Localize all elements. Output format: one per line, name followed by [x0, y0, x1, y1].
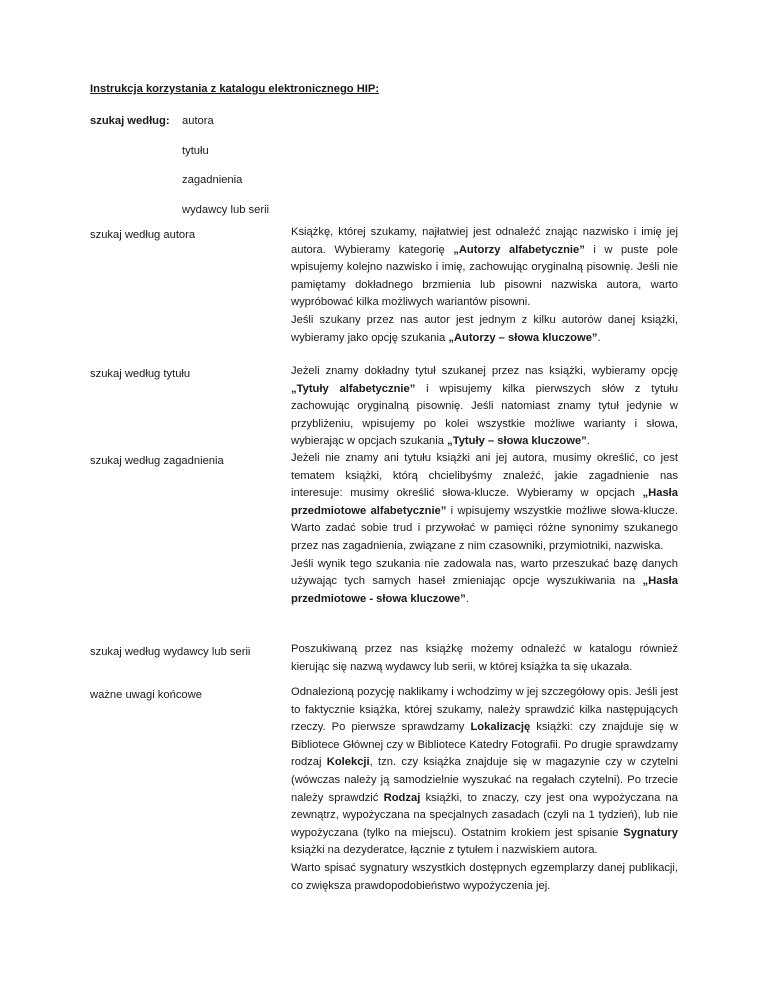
text-run: książki, to znaczy, czy jest ona wypożyczana na zewnątrz, wypożyczana na specjalnych zasadach (czyli na 1 tydzień), lub nie wypożyczana (tylko na miejscu). Ostatnim krokiem jest spisanie [291, 791, 678, 839]
bold-term: „Autorzy – słowa kluczowe” [448, 331, 598, 344]
section-text-publisher [291, 641, 678, 676]
text-run: Poszukiwaną przez nas książkę możemy odnaleźć w katalogu również kierując się nazwą wydawcy lub serii, w której książka ta się ukazała. [291, 643, 678, 673]
text-run: Jeśli wynik tego szukania nie zadowala nas, warto przeszukać bazę danych używając tych samych haseł zmieniając opcje wyszukiwania na [291, 557, 678, 588]
section-label-final-notes: ważne uwagi końcowe [90, 689, 202, 701]
bold-term: Kolekcji [326, 756, 370, 769]
bold-term: Sygnatury [623, 826, 678, 839]
section-paragraph [291, 363, 678, 451]
search-option-title: tytułu [182, 145, 209, 157]
text-run: . [586, 435, 590, 448]
text-run: Jeśli szukany przez nas autor jest jednym z kilku autorów danej książki, wybieramy jako opcję szukania [291, 313, 678, 344]
search-option-subject: zagadnienia [182, 174, 243, 186]
section-paragraph [291, 684, 678, 860]
bold-term: „Tytuły – słowa kluczowe” [447, 435, 587, 448]
section-paragraph [291, 556, 678, 609]
section-paragraph [291, 860, 678, 895]
section-text-final-notes [291, 684, 678, 895]
text-run: i w puste pole wpisujemy kolejno nazwisko i imię, zachowując oryginalną pisownię. Jeśli nie pamiętamy dokładnego brzmienia lub pisowni nazwiska autora, warto wypróbować kilka możliwych wariantów pisowni. [291, 243, 678, 309]
text-run: i wpisujemy wszystkie możliwe słowa-klucze. Warto zadać sobie trud i przywołać w pamięci różne synonimy szukanego przez nas zagadnienia, związane z nim czasowniki, przymiotniki, nazwiska. [291, 504, 678, 552]
page-title: Instrukcja korzystania z katalogu elektronicznego HIP: [90, 83, 380, 95]
text-run: książki na dezyderatce, łącznie z tytułem i nazwiskiem autora. [291, 844, 598, 857]
section-text-title [291, 363, 678, 451]
section-label-title: szukaj według tytułu [90, 368, 191, 380]
section-label-author: szukaj według autora [90, 229, 196, 241]
section-paragraph [291, 312, 678, 347]
section-label-publisher: szukaj według wydawcy lub serii [90, 646, 251, 658]
search-option-publisher: wydawcy lub serii [182, 204, 270, 216]
text-run: Książkę, której szukamy, najłatwiej jest odnaleźć znając nazwisko i imię jej autora. Wybieramy kategorię [291, 226, 678, 256]
text-run: Jeżeli znamy dokładny tytuł szukanej przez nas książki, wybieramy opcję [291, 365, 678, 377]
bold-term: „Hasła przedmiotowe - słowa kluczowe” [291, 575, 678, 605]
bold-term: „Autorzy alfabetycznie” [453, 243, 585, 256]
section-text-subject [291, 450, 678, 608]
section-paragraph [291, 641, 678, 676]
search-by-label: szukaj według: [90, 115, 170, 127]
text-run: , tzn. czy książka znajduje się w magazynie czy w czytelni (wówczas należy ją samodzielnie wyszukać na regałach czytelni). Po trzecie należy sprawdzić [291, 756, 678, 804]
text-run: książki: czy znajduje się w Bibliotece Głównej czy w Bibliotece Katedry Fotografii. Po drugie sprawdzamy rodzaj [291, 721, 678, 769]
text-run: Warto spisać sygnatury wszystkich dostępnych egzemplarzy danej publikacji, co zwiększa prawdopodobieństwo wypożyczenia jej. [291, 861, 678, 892]
section-paragraph [291, 224, 678, 312]
section-text-author [291, 224, 678, 347]
section-paragraph [291, 450, 678, 556]
bold-term: „Hasła przedmiotowe alfabetycznie” [291, 487, 678, 517]
bold-term: „Tytuły alfabetycznie” [291, 382, 416, 395]
section-label-subject: szukaj według zagadnienia [90, 455, 224, 467]
text-run: . [465, 592, 469, 605]
text-run: Odnalezioną pozycję naklikamy i wchodzimy w jej szczegółowy opis. Jeśli jest to faktycznie książka, której szukamy, należy sprawdzić kilka następujących rzeczy. Po pierwsze sprawdzamy [291, 686, 678, 734]
bold-term: Lokalizację [470, 721, 531, 734]
bold-term: Rodzaj [383, 791, 421, 804]
text-run: Jeżeli nie znamy ani tytułu książki ani jej autora, musimy określić, co jest tematem książki, którą chcielibyśmy znaleźć, jakie zagadnienie nas interesuje: musimy określić słowa-klucze. Wybieramy w opcjach [291, 452, 678, 500]
text-run: i wpisujemy kilka pierwszych słów z tytułu zachowując oryginalną pisownię. Jeśli natomiast znamy tytuł jedynie w przybliżeniu, wpisujemy po kolei wszystkie możliwe warianty i słowa, wybierając w opcjach szukania [291, 382, 678, 448]
search-option-author: autora [182, 115, 214, 127]
text-run: . [597, 331, 601, 344]
